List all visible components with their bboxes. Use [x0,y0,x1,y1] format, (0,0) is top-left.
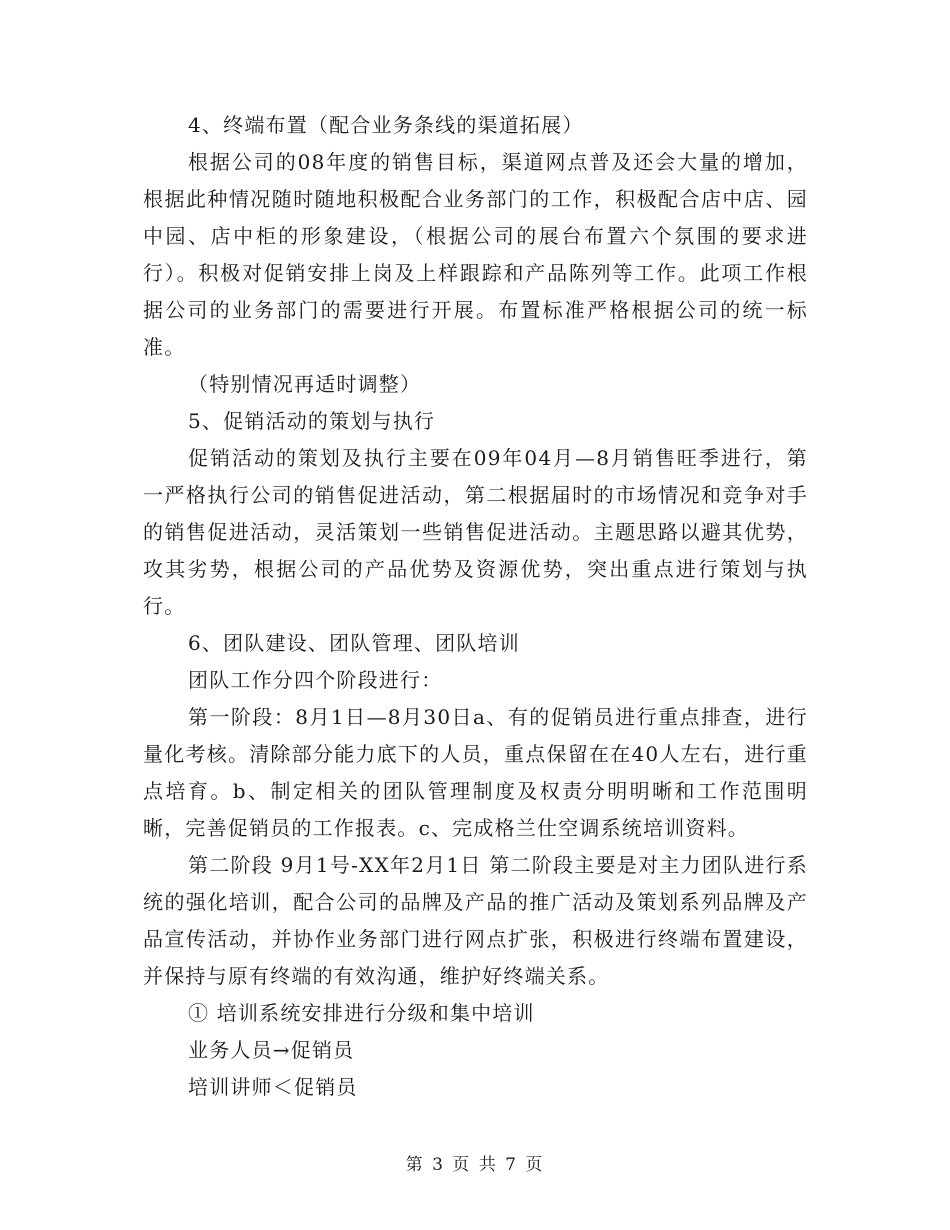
section-heading-team: 6、团队建设、团队管理、团队培训 [188,631,520,655]
list-item-training-system: ① 培训系统安排进行分级和集中培训 [188,1001,535,1025]
section-heading-promotion: 5、促销活动的策划与执行 [188,409,436,433]
note-special-adjustment: （特别情况再适时调整） [188,372,422,396]
list-item-trainer: 培训讲师＜促销员 [188,1075,358,1099]
page-number-footer: 第 3 页 共 7 页 [405,1155,545,1175]
paragraph-team-intro: 团队工作分四个阶段进行： [188,668,443,692]
section-heading-terminal-layout: 4、终端布置（配合业务条线的渠道拓展） [188,113,584,137]
paragraph-terminal-layout: 根据公司的08年度的销售目标，渠道网点普及还会大量的增加，根据此种情况随时随地积极配合业务部门的工作，积极配合店中店、园中园、店中柜的形象建设，（根据公司的展台布置六个氛围的要求进行）。积极对促销安排上岗及上样跟踪和产品陈列等工作。此项工作根据公司的业务部门的需要进行开展。布置标准严格根据公司的统一标准。 [143,150,808,359]
list-item-business-staff: 业务人员→促销员 [188,1038,355,1062]
paragraph-stage-one: 第一阶段：8月1日—8月30日a、有的促销员进行重点排查，进行量化考核。清除部分能力底下的人员，重点保留在在40人左右，进行重点培育。b、制定相关的团队管理制度及权责分明明晰和工作范围明晰，完善促销员的工作报表。c、完成格兰仕空调系统培训资料。 [143,705,808,840]
document-body [143,107,808,1106]
paragraph-promotion: 促销活动的策划及执行主要在09年04月—8月销售旺季进行，第一严格执行公司的销售促进活动，第二根据届时的市场情况和竞争对手的销售促进活动，灵活策划一些销售促进活动。主题思路以避其优势，攻其劣势，根据公司的产品优势及资源优势，突出重点进行策划与执行。 [143,446,808,618]
paragraph-stage-two: 第二阶段 9月1号-XX年2月1日 第二阶段主要是对主力团队进行系统的强化培训，配合公司的品牌及产品的推广活动及策划系列品牌及产品宣传活动，并协作业务部门进行网点扩张，积极进行终端布置建设，并保持与原有终端的有效沟通，维护好终端关系。 [143,853,808,988]
